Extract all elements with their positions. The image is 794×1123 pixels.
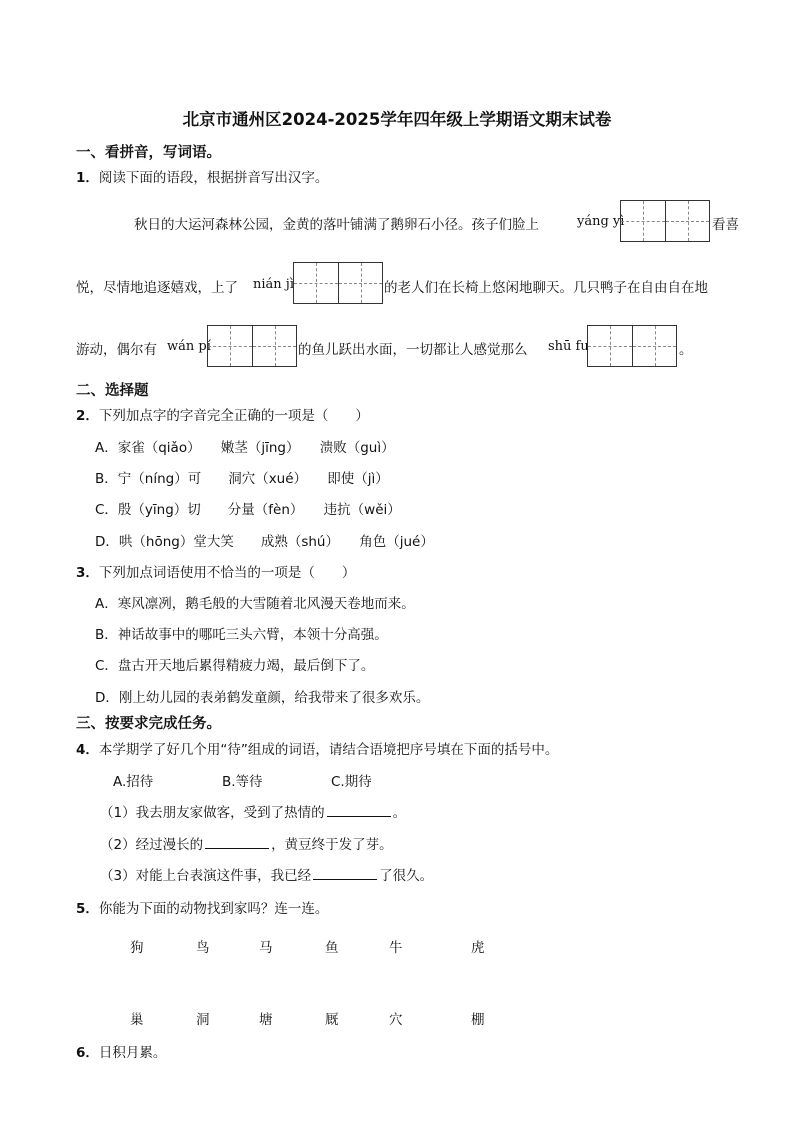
- question-5-stem: 你能为下面的动物找到家吗？连一连。: [98, 901, 329, 917]
- question-6: [76, 1041, 166, 1061]
- home-item[interactable]: 洞: [196, 1012, 210, 1028]
- q1-line-2-text-b: 的老人们在长椅上悠闲地聊天。几只鸭子在自由自在地: [384, 280, 708, 296]
- section-2-heading: 二、选择题: [76, 383, 149, 399]
- animal-item[interactable]: 牛: [389, 940, 403, 956]
- q2-option-b[interactable]: B．宁（níng）可 洞穴（xué） 即使（jì）: [95, 471, 389, 487]
- home-item[interactable]: 棚: [471, 1012, 485, 1028]
- q1-pinyin-4: shū fu: [548, 339, 589, 354]
- q1-writing-grid-1[interactable]: [620, 200, 710, 242]
- section-3-heading: 三、按要求完成任务。: [76, 716, 221, 732]
- home-item[interactable]: 厩: [325, 1012, 339, 1028]
- question-2-number: 2．: [76, 408, 99, 424]
- q1-line-3-text-c: 。: [679, 342, 693, 358]
- q4-item-1-blank[interactable]: [327, 804, 391, 817]
- writing-cell[interactable]: [338, 263, 382, 303]
- q4-choice-c: C.期待: [331, 774, 372, 790]
- q4-item-3-end: 了很久。: [379, 868, 434, 884]
- q4-item-2-text: （2）经过漫长的: [100, 837, 204, 853]
- q2-option-c[interactable]: C．殷（yīng）切 分量（fèn） 违抗（wěi）: [95, 502, 401, 518]
- question-2-stem: 下列加点字的字音完全正确的一项是（ ）: [98, 408, 369, 424]
- q1-writing-grid-2[interactable]: [293, 262, 383, 304]
- question-5-number: 5．: [76, 901, 99, 917]
- animal-item[interactable]: 鱼: [325, 940, 339, 956]
- writing-cell[interactable]: [208, 326, 252, 366]
- writing-cell[interactable]: [621, 201, 665, 241]
- q4-item-3-text: （3）对能上台表演这件事，我已经: [100, 868, 312, 884]
- q1-writing-grid-4[interactable]: [587, 325, 677, 367]
- q1-writing-grid-3[interactable]: [207, 325, 297, 367]
- q3-option-b[interactable]: B．神话故事中的哪吒三头六臂，本领十分高强。: [95, 627, 388, 643]
- question-6-stem: 日积月累。: [98, 1045, 167, 1061]
- writing-cell[interactable]: [665, 201, 709, 241]
- question-6-number: 6．: [76, 1045, 99, 1061]
- question-4-stem: 本学期学了好几个用“待”组成的词语，请结合语境把序号填在下面的括号中。: [98, 742, 559, 758]
- writing-cell[interactable]: [294, 263, 338, 303]
- q4-item-1-end: 。: [392, 805, 407, 821]
- animal-item[interactable]: 马: [259, 940, 273, 956]
- q1-pinyin-1: yáng yì: [577, 214, 625, 229]
- q1-line-3-text-a: 游动，偶尔有: [76, 342, 157, 358]
- question-5: [76, 897, 328, 917]
- writing-cell[interactable]: [252, 326, 296, 366]
- home-item[interactable]: 穴: [389, 1012, 403, 1028]
- q4-choice-b: B.等待: [222, 774, 263, 790]
- q4-item-2-end: ，黄豆终于发了芽。: [271, 837, 393, 853]
- animal-item[interactable]: 狗: [130, 940, 144, 956]
- writing-cell[interactable]: [632, 326, 676, 366]
- q2-option-d[interactable]: D．哄（hōng）堂大笑 成熟（shú） 角色（jué）: [95, 534, 434, 550]
- question-4: [76, 738, 558, 758]
- question-2: [76, 404, 369, 424]
- q4-item-2: [100, 833, 393, 853]
- q1-pinyin-2: nián jì: [253, 277, 294, 292]
- q3-option-d[interactable]: D．刚上幼儿园的表弟鹤发童颜，给我带来了很多欢乐。: [95, 690, 430, 706]
- animal-item[interactable]: 虎: [471, 940, 485, 956]
- question-1: [76, 166, 328, 186]
- q4-item-3-blank[interactable]: [313, 867, 377, 880]
- q1-line-3-text-b: 的鱼儿跃出水面，一切都让人感觉那么: [298, 342, 528, 358]
- question-3: [76, 561, 355, 581]
- question-4-number: 4．: [76, 742, 99, 758]
- page-title: 北京市通州区2024-2025学年四年级上学期语文期末试卷: [182, 110, 612, 129]
- home-item[interactable]: 塘: [259, 1012, 273, 1028]
- q1-line-1-text-b: 看喜: [712, 217, 739, 233]
- q1-line-2-text-a: 悦，尽情地追逐嬉戏，上了: [76, 280, 238, 296]
- q2-option-a[interactable]: A．家雀（qiǎo） 嫩茎（jīng） 溃败（guì）: [95, 440, 395, 456]
- animal-item[interactable]: 鸟: [196, 940, 210, 956]
- q1-pinyin-3: wán pí: [167, 339, 211, 354]
- q4-item-2-blank[interactable]: [205, 836, 269, 849]
- question-1-stem: 阅读下面的语段，根据拼音写出汉字。: [98, 170, 329, 186]
- question-1-number: 1．: [76, 170, 99, 186]
- q3-option-a[interactable]: A．寒风凛冽，鹅毛般的大雪随着北风漫天卷地而来。: [95, 596, 415, 612]
- writing-cell[interactable]: [588, 326, 632, 366]
- q4-choice-a: A.招待: [113, 774, 154, 790]
- home-item[interactable]: 巢: [130, 1012, 144, 1028]
- question-3-number: 3．: [76, 565, 99, 581]
- q4-item-3: [100, 864, 433, 884]
- section-1-heading: 一、看拼音，写词语。: [76, 145, 221, 161]
- q4-item-1-text: （1）我去朋友家做客，受到了热情的: [100, 805, 325, 821]
- q1-line-1-text-a: 秋日的大运河森林公园，金黄的落叶铺满了鹅卵石小径。孩子们脸上: [134, 217, 539, 233]
- q3-option-c[interactable]: C．盘古开天地后累得精疲力竭，最后倒下了。: [95, 658, 375, 674]
- question-3-stem: 下列加点词语使用不恰当的一项是（ ）: [98, 565, 356, 581]
- q4-item-1: [100, 801, 406, 821]
